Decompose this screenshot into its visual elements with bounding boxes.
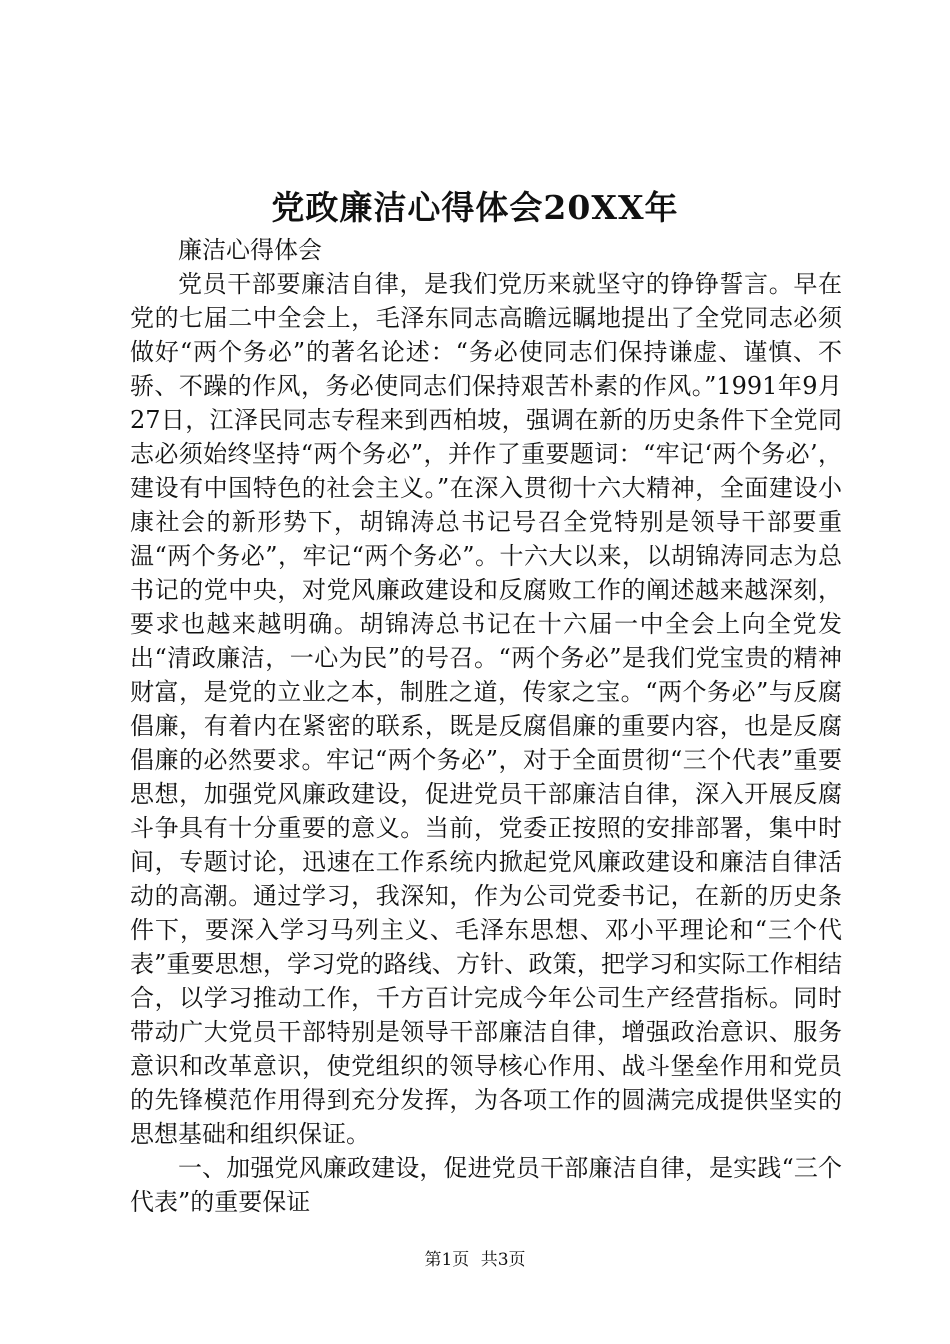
document-title: 党政廉洁心得体会20XX年: [271, 188, 679, 227]
page-footer: [0, 1248, 950, 1272]
body-paragraph: 党员干部要廉洁自律，是我们党历来就坚守的铮铮誓言。早在党的七届二中全会上，毛泽东同志高瞻远瞩地提出了全党同志必须做好“两个务必”的著名论述：“务必使同志们保持谦虚、谨慎、不骄、不躁的作风，务必使同志们保持艰苦朴素的作风。”1991年9月27日，江泽民同志专程来到西柏坡，强调在新的历史条件下全党同志必须始终坚持“两个务必”，并作了重要题词：“牢记‘两个务必’，建设有中国特色的社会主义。”在深入贯彻十六大精神，全面建设小康社会的新形势下，胡锦涛总书记号召全党特别是领导干部要重温“两个务必”，牢记“两个务必”。十六大以来，以胡锦涛同志为总书记的党中央，对党风廉政建设和反腐败工作的阐述越来越深刻，要求也越来越明确。胡锦涛总书记在十六届一中全会上向全党发出“清政廉洁，一心为民”的号召。“两个务必”是我们党宝贵的精神财富，是党的立业之本，制胜之道，传家之宝。“两个务必”与反腐倡廉，有着内在紧密的联系，既是反腐倡廉的重要内容，也是反腐倡廉的必然要求。牢记“两个务必”，对于全面贯彻“三个代表”重要思想，加强党风廉政建设，促进党员干部廉洁自律，深入开展反腐斗争具有十分重要的意义。当前，党委正按照的安排部署，集中时间，专题讨论，迅速在工作系统内掀起党风廉政建设和廉洁自律活动的高潮。通过学习，我深知，作为公司党委书记，在新的历史条件下，要深入学习马列主义、毛泽东思想、邓小平理论和“三个代表”重要思想，学习党的路线、方针、政策，把学习和实际工作相结合，以学习推动工作，千方百计完成今年公司生产经营指标。同时带动广大党员干部特别是领导干部廉洁自律，增强政治意识、服务意识和改革意识，使党组织的领导核心作用、战斗堡垒作用和党员的先锋模范作用得到充分发挥，为各项工作的圆满完成提供坚实的思想基础和组织保证。: [130, 270, 842, 1148]
page-number: 第1页: [424, 1250, 470, 1270]
page-total: 共3页: [480, 1250, 526, 1270]
subtitle-paragraph: 廉洁心得体会: [178, 236, 322, 264]
section-heading-paragraph: 一、加强党风廉政建设，促进党员干部廉洁自律，是实践“三个代表”的重要保证: [130, 1154, 842, 1216]
document-body: [130, 233, 842, 1219]
